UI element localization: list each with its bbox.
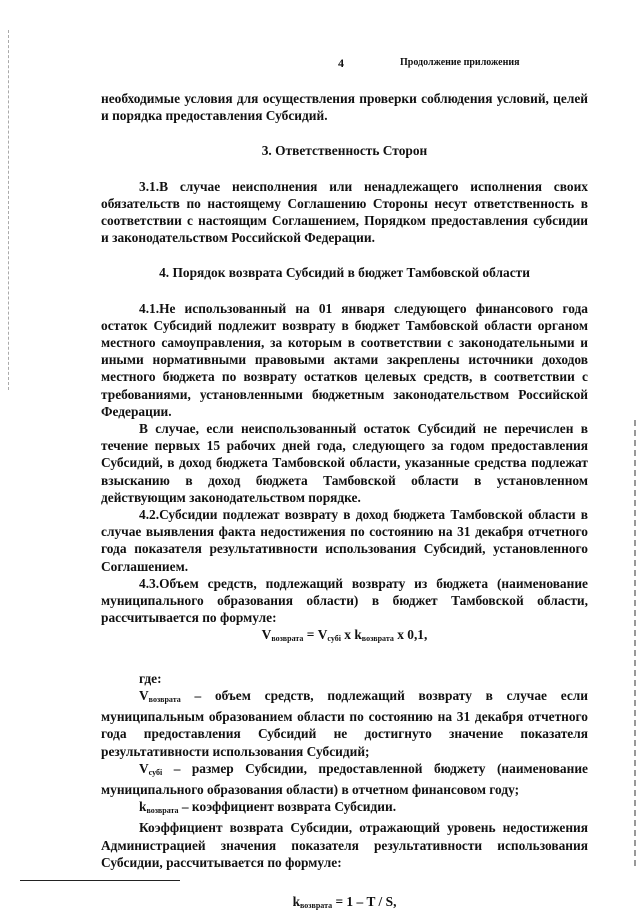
definition-k-return: $k_{возврата}$ – коэффициент возврата Субсидии. (139, 799, 397, 816)
paragraph-continued: необходимые условия для осуществления проверки соблюдения условий, целей и порядка предоставления Субсидий. (101, 91, 588, 124)
where-label: где: (139, 670, 162, 686)
page-number: 4 (338, 56, 344, 70)
footnote-separator (20, 880, 180, 881)
paragraph-4-3: 4.3.Объем средств, подлежащий возврату из бюджета (наименование муниципального образования области) в бюджет Тамбовской области, рассчитывается по формуле: (101, 575, 588, 626)
paragraph-coefficient: Коэффициент возврата Субсидии, отражающий уровень недостижения Администрацией значения показателя результативности использования Субсидии, рассчитывается по формуле: (101, 820, 588, 870)
document-body (101, 90, 588, 914)
definition-v-subsidy: $V_{субi}$ – размер Субсидии, предоставленной бюджету (наименование муниципального образования области) в отчетном финансовом году; (101, 760, 588, 797)
page-header (0, 56, 639, 72)
paragraph-4-1-b: В случае, если неиспользованный остаток Субсидий не перечислен в течение первых 15 рабочих дней года, следующего за годом предоставления Субсидий, в доход бюджета Тамбовской области, указанные средства подлежат взысканию в доход бюджета Тамбовской области в установленном действующим законодательством порядке. (101, 421, 588, 505)
definition-v-return: $V_{возврата}$ – объем средств, подлежащий возврату в случае если муниципальным образованием области по состоянию на 31 декабря отчетного года предоставления Субсидий не достигнуто значение показателя результативности использования Субсидий; (101, 687, 588, 759)
continuation-label: Продолжение приложения (400, 57, 520, 68)
paragraph-4-2: 4.2.Субсидии подлежат возврату в доход бюджета Тамбовской области в случае выявления факта недостижения по состоянию на 31 декабря отчетного года показателя результативности использования Субсидий, установленного Соглашением. (101, 507, 588, 574)
section-heading-4: 4. Порядок возврата Субсидий в бюджет Тамбовской области (159, 265, 530, 281)
formula-coefficient: $k_{возврата} = 1 - T / S$, (292, 893, 397, 910)
paragraph-3-1: 3.1.В случае неисполнения или ненадлежащего исполнения своих обязательств по настоящему Соглашению Стороны несут ответственность в соответствии с настоящим Соглашением, Порядком предоставления субсидии и законодательством Российской Федерации. (101, 178, 588, 246)
section-heading-3: 3. Ответственность Сторон (261, 143, 428, 159)
formula-volume: $V_{возврата} = V_{субi}$ x $k_{возврата}$ x 0,1, (261, 627, 428, 644)
paragraph-4-1: 4.1.Не использованный на 01 января следующего финансового года остаток Субсидий подлежит возврату в бюджет Тамбовской области органом местного самоуправления, за которым в соответствии с законодательными и иными нормативными правовыми актами закреплены источники доходов местного бюджета по возврату остатков целевых средств, в соответствии с требованиями, установленными бюджетным законодательством Российской Федерации. (101, 300, 588, 419)
scan-edge-right (634, 420, 636, 870)
scan-edge-left (8, 30, 10, 390)
